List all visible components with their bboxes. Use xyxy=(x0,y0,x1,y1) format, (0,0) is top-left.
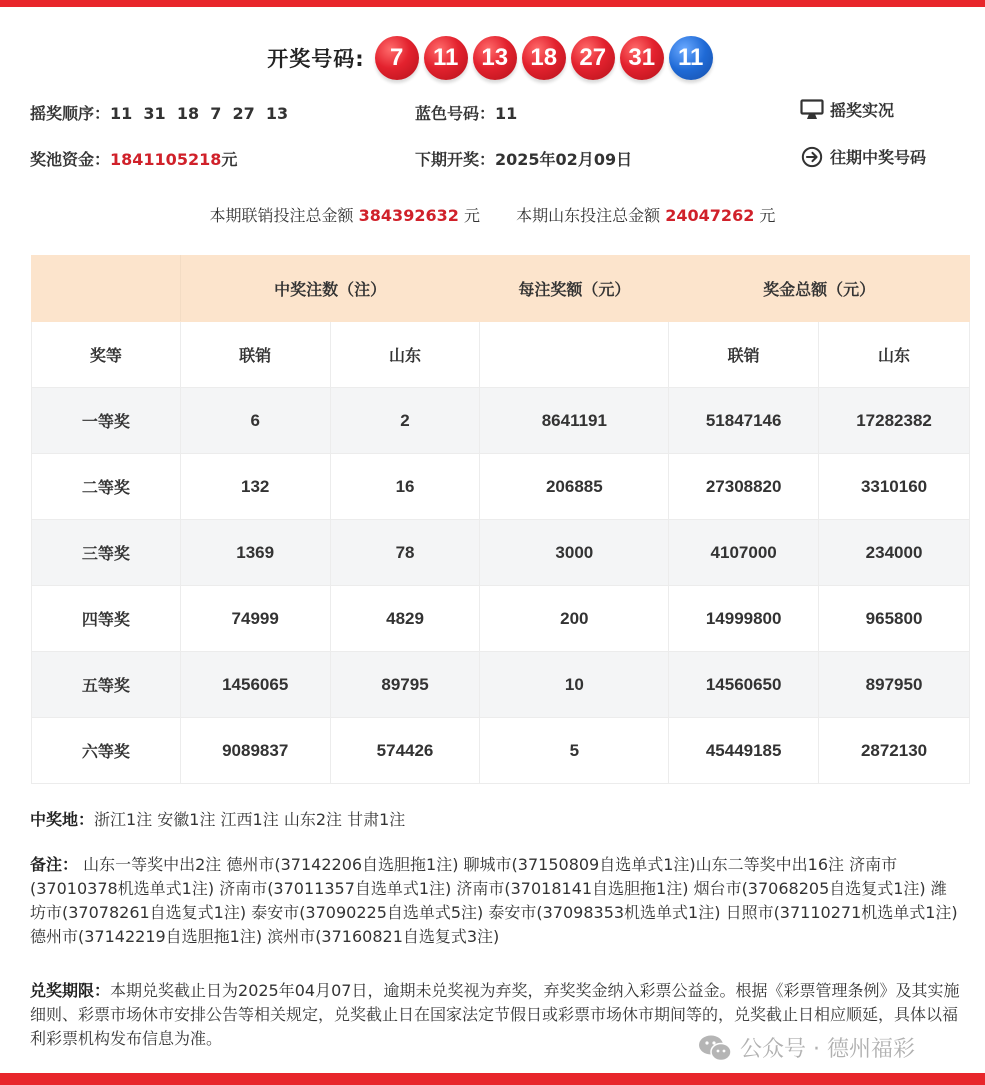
winner-locations-label: 中奖地： xyxy=(30,810,95,829)
history-numbers-link[interactable] xyxy=(800,145,926,168)
count-national: 6 xyxy=(180,388,330,454)
table-row xyxy=(32,388,970,454)
prize-level: 六等奖 xyxy=(32,718,181,784)
count-shandong: 2 xyxy=(330,388,480,454)
total-national: 4107000 xyxy=(669,520,819,586)
prize-level: 二等奖 xyxy=(32,454,181,520)
prize-level: 五等奖 xyxy=(32,652,181,718)
shandong-sales-unit: 元 xyxy=(759,206,776,225)
live-draw-link[interactable] xyxy=(800,98,894,121)
arrow-circle-right-icon xyxy=(800,146,824,168)
blue-number-value: 11 xyxy=(495,104,518,123)
total-shandong: 897950 xyxy=(819,652,970,718)
subheader-total-national: 联销 xyxy=(669,322,819,388)
total-shandong: 3310160 xyxy=(819,454,970,520)
total-shandong: 965800 xyxy=(819,586,970,652)
prize-level: 一等奖 xyxy=(32,388,181,454)
red-ball: 11 xyxy=(424,36,468,80)
top-accent-bar xyxy=(0,0,985,7)
history-numbers-label: 往期中奖号码 xyxy=(830,148,927,167)
jackpot-pool-label: 奖池资金： xyxy=(30,150,111,169)
prize-each: 206885 xyxy=(480,454,669,520)
prize-each: 8641191 xyxy=(480,388,669,454)
total-national: 45449185 xyxy=(669,718,819,784)
jackpot-pool xyxy=(30,147,237,170)
count-national: 1456065 xyxy=(180,652,330,718)
jackpot-pool-unit: 元 xyxy=(221,150,238,169)
sales-totals xyxy=(0,203,985,226)
claim-deadline-label: 兑奖期限： xyxy=(30,981,111,1000)
count-shandong: 574426 xyxy=(330,718,480,784)
watermark-text: 公众号 · 德州福彩 xyxy=(740,1037,915,1062)
shandong-sales-value: 24047262 xyxy=(665,206,755,225)
count-shandong: 4829 xyxy=(330,586,480,652)
count-shandong: 89795 xyxy=(330,652,480,718)
remarks xyxy=(30,853,960,949)
prize-each: 3000 xyxy=(480,520,669,586)
total-national: 27308820 xyxy=(669,454,819,520)
total-shandong: 2872130 xyxy=(819,718,970,784)
info-row-1 xyxy=(30,101,960,125)
winner-locations xyxy=(30,808,960,832)
subheader-prize-each xyxy=(480,322,669,388)
draw-order-label: 摇奖顺序： xyxy=(30,104,111,123)
bottom-accent-bar xyxy=(0,1073,985,1085)
count-shandong: 16 xyxy=(330,454,480,520)
table-row xyxy=(32,586,970,652)
total-shandong: 234000 xyxy=(819,520,970,586)
header-prize-each: 每注奖额（元） xyxy=(480,256,669,322)
count-shandong: 78 xyxy=(330,520,480,586)
header-prize-total: 奖金总额（元） xyxy=(669,256,970,322)
table-row xyxy=(32,454,970,520)
subheader-count-shandong: 山东 xyxy=(330,322,480,388)
blue-number xyxy=(415,101,517,124)
prize-level: 四等奖 xyxy=(32,586,181,652)
wechat-icon xyxy=(698,1035,732,1061)
total-shandong: 17282382 xyxy=(819,388,970,454)
winner-locations-text: 浙江1注 安徽1注 江西1注 山东2注 甘肃1注 xyxy=(94,810,406,829)
prize-each: 10 xyxy=(480,652,669,718)
red-ball: 31 xyxy=(620,36,664,80)
table-subheader xyxy=(32,322,970,388)
info-row-2 xyxy=(30,147,960,171)
remarks-label: 备注： xyxy=(30,855,79,874)
shandong-sales-label: 本期山东投注总金额 xyxy=(516,206,661,225)
count-national: 132 xyxy=(180,454,330,520)
header-winning-count: 中奖注数（注） xyxy=(180,256,480,322)
blue-number-label: 蓝色号码： xyxy=(415,104,496,123)
blue-ball: 11 xyxy=(669,36,713,80)
national-sales-unit: 元 xyxy=(463,206,480,225)
red-ball: 7 xyxy=(375,36,419,80)
count-national: 74999 xyxy=(180,586,330,652)
claim-deadline-text: 本期兑奖截止日为2025年04月07日，逾期未兑奖视为弃奖，弃奖奖金纳入彩票公益金。根据《彩票管理条例》及其实施细则、彩票市场休市安排公告等相关规定，兑奖截止日在国家法定节假日或彩票市场休市期间等的，兑奖截止日相应顺延，具体以福利彩票机构发布信息为准。 xyxy=(30,981,960,1048)
total-national: 51847146 xyxy=(669,388,819,454)
subheader-count-national: 联销 xyxy=(180,322,330,388)
table-row xyxy=(32,718,970,784)
next-draw-label: 下期开奖： xyxy=(415,150,496,169)
draw-order-value: 11 31 18 7 27 13 xyxy=(110,104,289,123)
national-sales-value: 384392632 xyxy=(358,206,459,225)
draw-order xyxy=(30,101,288,124)
table-header-groups xyxy=(32,256,970,322)
winning-numbers xyxy=(0,36,985,80)
table-row xyxy=(32,520,970,586)
watermark xyxy=(698,1032,915,1063)
subheader-level: 奖等 xyxy=(32,322,181,388)
subheader-total-shandong: 山东 xyxy=(819,322,970,388)
table-row xyxy=(32,652,970,718)
live-draw-label: 摇奖实况 xyxy=(830,101,895,120)
prize-level: 三等奖 xyxy=(32,520,181,586)
red-ball: 18 xyxy=(522,36,566,80)
total-national: 14560650 xyxy=(669,652,819,718)
total-national: 14999800 xyxy=(669,586,819,652)
national-sales-label: 本期联销投注总金额 xyxy=(209,206,354,225)
next-draw xyxy=(415,147,632,170)
count-national: 9089837 xyxy=(180,718,330,784)
prize-each: 200 xyxy=(480,586,669,652)
prize-table xyxy=(31,255,970,784)
red-ball: 13 xyxy=(473,36,517,80)
winning-numbers-label: 开奖号码: xyxy=(267,47,365,71)
monitor-icon xyxy=(800,99,824,121)
header-empty xyxy=(32,256,181,322)
red-ball: 27 xyxy=(571,36,615,80)
prize-each: 5 xyxy=(480,718,669,784)
next-draw-value: 2025年02月09日 xyxy=(495,150,633,169)
jackpot-pool-value: 1841105218 xyxy=(110,150,222,169)
remarks-text: 山东一等奖中出2注 德州市(37142206自选胆拖1注) 聊城市(37150809自选单式1注)山东二等奖中出16注 济南市(37010378机选单式1注) 济南市(37011357自选单式1注) 济南市(37018141自选胆拖1注) 烟台市(37068205自选复式1注) 潍坊市(37078261自选复式1注) 泰安市(37090225自选单式5注) 泰安市(37098353机选单式1注) 日照市(37110271机选单式1注) 德州市(37142219自选胆拖1注) 滨州市(37160821自选复式3注) xyxy=(30,855,958,946)
count-national: 1369 xyxy=(180,520,330,586)
